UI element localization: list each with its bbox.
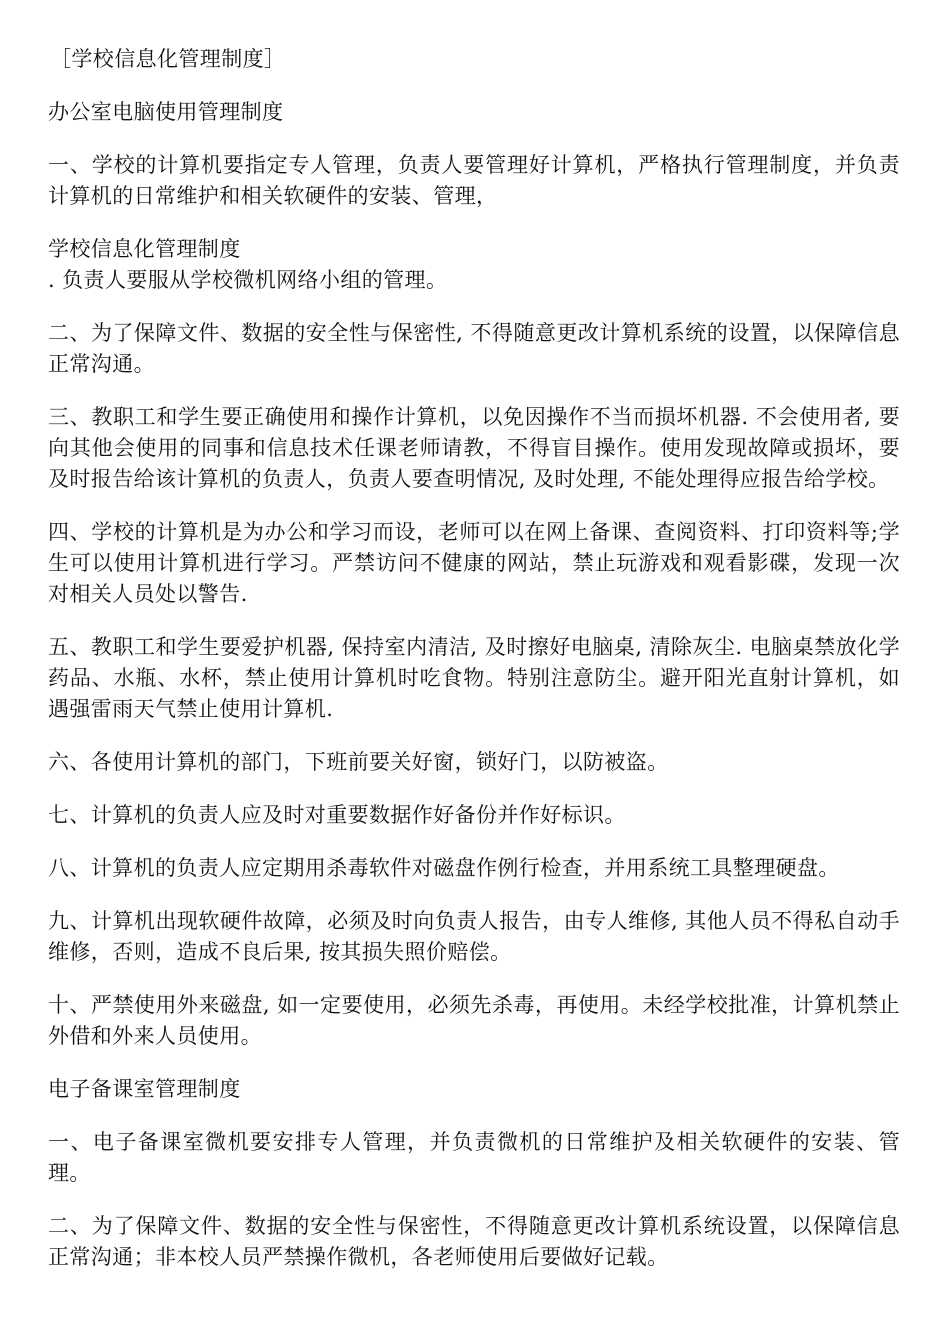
section2-rule-paragraph-2: 二、为了保障文件、数据的安全性与保密性，不得随意更改计算机系统设置，以保障信息正常沟通；非本校人员严禁操作微机，各老师使用后要做好记载。 [48,1214,900,1269]
rule-paragraph-8: 八、计算机的负责人应定期用杀毒软件对磁盘作例行检查，并用系统工具整理硬盘。 [48,856,840,880]
rule-paragraph-4: 四、学校的计算机是为办公和学习而设，老师可以在网上备课、查阅资料、打印资料等;学生可以使用计算机进行学习。严禁访问不健康的网站，禁止玩游戏和观看影碟，发现一次对相关人员处以警告. [48,520,900,606]
rule-paragraph-1-continued: . 负责人要服从学校微机网络小组的管理。 [48,268,448,292]
rule-paragraph-5: 五、教职工和学生要爱护机器, 保持室内清洁, 及时擦好电脑桌, 清除灰尘. 电脑桌禁放化学药品、水瓶、水杯，禁止使用计算机时吃食物。特别注意防尘。避开阳光直射计算机，如遇强雷雨天气禁止使用计算机. [48,635,900,721]
section-heading-office-computers: 办公室电脑使用管理制度 [48,100,284,124]
section-heading-e-lesson-room: 电子备课室管理制度 [48,1077,241,1101]
rule-paragraph-10: 十、严禁使用外来磁盘, 如一定要使用，必须先杀毒，再使用。未经学校批准，计算机禁止外借和外来人员使用。 [48,993,900,1048]
rule-paragraph-3: 三、教职工和学生要正确使用和操作计算机，以免因操作不当而损坏机器. 不会使用者, 要向其他会使用的同事和信息技术任课老师请教，不得盲目操作。使用发现故障或损坏，要及时报告给该计算机的负责人，负责人要查明情况, 及时处理, 不能处理得应报告给学校。 [48,405,900,491]
document-title: ［学校信息化管理制度］ [50,47,286,71]
rule-paragraph-6: 六、各使用计算机的部门，下班前要关好窗，锁好门，以防被盗。 [48,750,669,774]
rule-paragraph-7: 七、计算机的负责人应及时对重要数据作好备份并作好标识。 [48,803,626,827]
section2-rule-paragraph-1: 一、电子备课室微机要安排专人管理，并负责微机的日常维护及相关软硬件的安装、管理。 [48,1130,900,1185]
repeated-heading: 学校信息化管理制度 [48,237,241,261]
rule-paragraph-9: 九、计算机出现软硬件故障，必须及时向负责人报告，由专人维修, 其他人员不得私自动手维修，否则，造成不良后果, 按其损失照价赔偿。 [48,909,900,964]
rule-paragraph-2: 二、为了保障文件、数据的安全性与保密性, 不得随意更改计算机系统的设置，以保障信息正常沟通。 [48,321,900,376]
document-page [48,44,900,1295]
rule-paragraph-1: 一、学校的计算机要指定专人管理，负责人要管理好计算机，严格执行管理制度，并负责计算机的日常维护和相关软硬件的安装、管理， [48,153,900,208]
